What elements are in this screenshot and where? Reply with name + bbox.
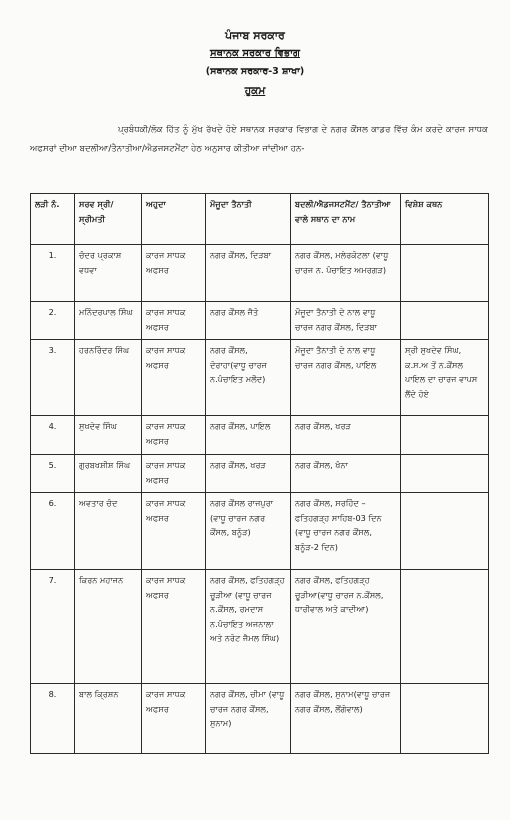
cell-post: ਕਾਰਜ ਸਾਧਕ ਅਫਸਰ bbox=[142, 455, 206, 493]
cell-serial: 5. bbox=[31, 455, 75, 493]
cell-current-posting: ਨਗਰ ਕੌਂਸਲ, ਦੋਰਾਹਾ(ਵਾਧੂ ਚਾਰਜ ਨ.ਪੰਚਾਇਤ ਮਲੌਦ) bbox=[206, 340, 291, 416]
cell-current-posting: ਨਗਰ ਕੌਂਸਲ ਜੈਤੋ bbox=[206, 302, 291, 340]
cell-serial: 2. bbox=[31, 302, 75, 340]
cell-new-posting: ਨਗਰ ਕੌਂਸਲ, ਖਰੜ bbox=[291, 416, 401, 455]
cell-post: ਕਾਰਜ ਸਾਧਕ ਅਫਸਰ bbox=[142, 570, 206, 684]
cell-serial: 7. bbox=[31, 570, 75, 684]
table-row bbox=[31, 340, 489, 416]
table-row bbox=[31, 416, 489, 455]
table-header-row bbox=[31, 194, 489, 245]
cell-remarks bbox=[401, 570, 489, 684]
cell-current-posting: ਨਗਰ ਕੌਂਸਲ, ਚੀਮਾ (ਵਾਧੂ ਚਾਰਜ ਨਗਰ ਕੌਂਸਲ, ਸੁਨਾਮ) bbox=[206, 684, 291, 754]
table-row bbox=[31, 684, 489, 754]
cell-serial: 4. bbox=[31, 416, 75, 455]
branch-title: (ਸਥਾਨਕ ਸਰਕਾਰ-3 ਸ਼ਾਖਾ) bbox=[205, 66, 305, 77]
intro-paragraph: ਪ੍ਰਬੰਧਕੀ/ਲੋਕ ਹਿੱਤ ਨੂੰ ਮੁੱਖ ਰੱਖਦੇ ਹੋਏ ਸਥਾਨਕ ਸਰਕਾਰ ਵਿਭਾਗ ਦੇ ਨਗਰ ਕੌਂਸਲ ਕਾਡਰ ਵਿੱਚ ਕੰਮ ਕਰਦੇ ਕਾਰਜ ਸਾਧਕ ਅਫਸਰਾਂ ਦੀਆ ਬਦਲੀਆ/ਤੈਨਾਤੀਆ/ਐਡਜਸਟਮੈਂਟਾ ਹੇਠ ਅਨੁਸਾਰ ਕੀਤੀਆ ਜਾਂਦੀਆ ਹਨ- bbox=[30, 125, 488, 154]
cell-serial: 6. bbox=[31, 493, 75, 570]
header-name: ਸਰਵ ਸ੍ਰੀ/ਸ੍ਰੀਮਤੀ bbox=[75, 194, 142, 245]
cell-remarks bbox=[401, 455, 489, 493]
cell-post: ਕਾਰਜ ਸਾਧਕ ਅਫਸਰ bbox=[142, 340, 206, 416]
header-new-posting: ਬਦਲੀ/ਐਡਜਸਟਮੈਂਟ/ ਤੈਨਾਤੀਆ ਵਾਲੇ ਸਥਾਨ ਦਾ ਨਾਮ bbox=[291, 194, 401, 245]
cell-new-posting: ਨਗਰ ਕੌਂਸਲ, ਸਰਹਿੰਦ – ਫਤਿਹਗੜ੍ਹ ਸਾਹਿਬ-03 ਦਿਨ (ਵਾਧੂ ਚਾਰਜ ਨਗਰ ਕੌਂਸਲ, ਬਨੂੰੜ-2 ਦਿਨ) bbox=[291, 493, 401, 570]
cell-new-posting: ਨਗਰ ਕੌਂਸਲ, ਸੁਨਾਮ(ਵਾਧੂ ਚਾਰਜ ਨਗਰ ਕੌਂਸਲ, ਲੌਂਗੋਵਾਲ) bbox=[291, 684, 401, 754]
cell-name: ਬਾਲ ਕ੍ਰਿਸ਼ਨ bbox=[75, 684, 142, 754]
cell-post: ਕਾਰਜ ਸਾਧਕ ਅਫਸਰ bbox=[142, 302, 206, 340]
cell-new-posting: ਨਗਰ ਕੌਂਸਲ, ਫਤਿਹਗੜ੍ਹ ਚੂੜੀਆ(ਵਾਧੂ ਚਾਰਜ ਨ.ਕੌਂਸਲ, ਧਾਰੀਵਾਲ ਅਤੇ ਕਾਦੀਆ) bbox=[291, 570, 401, 684]
cell-remarks bbox=[401, 245, 489, 302]
cell-new-posting: ਨਗਰ ਕੌਂਸਲ, ਮਲੇਰਕੋਟਲਾ (ਵਾਧੂ ਚਾਰਜ ਨ. ਪੰਚਾਇਤ ਅਮਰਗੜ) bbox=[291, 245, 401, 302]
cell-new-posting: ਮੌਜੂਦਾ ਤੈਨਾਤੀ ਦੇ ਨਾਲ ਵਾਧੂ ਚਾਰਜ ਨਗਰ ਕੌਂਸਲ, ਪਾਇਲ bbox=[291, 340, 401, 416]
table-row bbox=[31, 245, 489, 302]
cell-current-posting: ਨਗਰ ਕੌਂਸਲ, ਦਿੜਬਾ bbox=[206, 245, 291, 302]
cell-serial: 3. bbox=[31, 340, 75, 416]
cell-name: ਚੰਦਰ ਪ੍ਰਕਾਸ਼ ਵਧਵਾ bbox=[75, 245, 142, 302]
cell-name: ਮਨਿੰਦਰਪਾਲ ਸਿੰਘ bbox=[75, 302, 142, 340]
cell-post: ਕਾਰਜ ਸਾਧਕ ਅਫਸਰ bbox=[142, 493, 206, 570]
table-row bbox=[31, 493, 489, 570]
cell-post: ਕਾਰਜ ਸਾਧਕ ਅਫਸਰ bbox=[142, 684, 206, 754]
cell-name: ਅਵਤਾਰ ਚੰਦ bbox=[75, 493, 142, 570]
cell-new-posting: ਮੌਜੂਦਾ ਤੈਨਾਤੀ ਦੇ ਨਾਲ ਵਾਧੂ ਚਾਰਜ ਨਗਰ ਕੌਂਸਲ, ਦਿੜਬਾ bbox=[291, 302, 401, 340]
cell-remarks bbox=[401, 302, 489, 340]
government-title: ਪੰਜਾਬ ਸਰਕਾਰ bbox=[225, 29, 285, 42]
transfer-table bbox=[30, 193, 489, 754]
cell-current-posting: ਨਗਰ ਕੌਂਸਲ, ਖਰੜ bbox=[206, 455, 291, 493]
cell-name: ਗੁਰਬਖਸ਼ੀਸ਼ ਸਿੰਘ bbox=[75, 455, 142, 493]
cell-remarks bbox=[401, 493, 489, 570]
order-title: ਹੁਕਮ bbox=[244, 85, 266, 97]
cell-serial: 1. bbox=[31, 245, 75, 302]
department-title: ਸਥਾਨਕ ਸਰਕਾਰ ਵਿਭਾਗ bbox=[209, 48, 301, 59]
cell-current-posting: ਨਗਰ ਕੌਂਸਲ ਰਾਜਪੁਰਾ (ਵਾਧੂ ਚਾਰਜ ਨਗਰ ਕੌਂਸਲ, ਬਨੂੰੜ) bbox=[206, 493, 291, 570]
cell-serial: 8. bbox=[31, 684, 75, 754]
cell-post: ਕਾਰਜ ਸਾਧਕ ਅਫਸਰ bbox=[142, 416, 206, 455]
cell-remarks bbox=[401, 416, 489, 455]
cell-name: ਹਰਨਰਿੰਦਰ ਸਿੰਘ bbox=[75, 340, 142, 416]
cell-remarks: ਸ੍ਰੀ ਸੁਖਦੇਵ ਸਿੰਘ, ਕ.ਸ.ਅ ਤੋਂ ਨ.ਕੌਂਸਲ ਪਾਇਲ ਦਾ ਚਾਰਜ ਵਾਪਸ ਲੈਂਦੇ ਹੋਏ bbox=[401, 340, 489, 416]
header-post: ਅਹੁਦਾ bbox=[142, 194, 206, 245]
cell-name: ਸੁਖਦੇਵ ਸਿੰਘ bbox=[75, 416, 142, 455]
cell-current-posting: ਨਗਰ ਕੌਂਸਲ, ਪਾਇਲ bbox=[206, 416, 291, 455]
cell-name: ਕਿਰਨ ਮਹਾਜਨ bbox=[75, 570, 142, 684]
header-serial: ਲੜੀ ਨੰ. bbox=[31, 194, 75, 245]
table-row bbox=[31, 455, 489, 493]
header-remarks: ਵਿਸ਼ੇਸ਼ ਕਥਨ bbox=[401, 194, 489, 245]
header-current-posting: ਮੌਜੂਦਾ ਤੈਨਾਤੀ bbox=[206, 194, 291, 245]
cell-remarks bbox=[401, 684, 489, 754]
cell-new-posting: ਨਗਰ ਕੌਂਸਲ, ਖੰਨਾ bbox=[291, 455, 401, 493]
cell-current-posting: ਨਗਰ ਕੌਂਸਲ, ਫਤਿਹਗੜ੍ਹ ਚੂੜੀਆ (ਵਾਧੂ ਚਾਰਜ ਨ.ਕੌਂਸਲ, ਰਮਦਾਸ ਨ.ਪੰਚਾਇਤ ਅਜਨਾਲਾ ਅਤੇ ਨਰੋਟ ਜੈਮਲ ਸਿੰਘ) bbox=[206, 570, 291, 684]
cell-post: ਕਾਰਜ ਸਾਧਕ ਅਫਸਰ bbox=[142, 245, 206, 302]
table-row bbox=[31, 302, 489, 340]
table-row bbox=[31, 570, 489, 684]
